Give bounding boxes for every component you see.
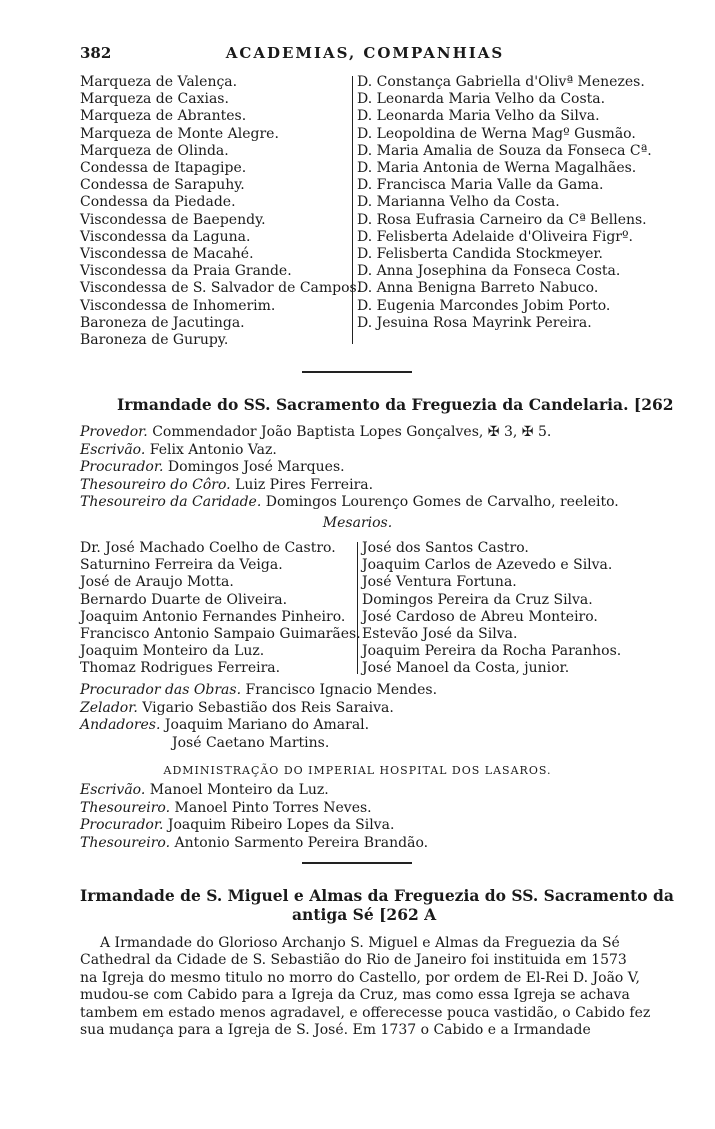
officer-role: Procurador das Obras. xyxy=(80,682,242,698)
list-item: Viscondessa de S. Salvador de Campos. xyxy=(80,280,362,297)
officer-entry xyxy=(80,700,394,718)
list-item: D. Maria Antonia de Werna Magalhães. xyxy=(357,160,637,177)
section-divider xyxy=(302,862,412,864)
list-item: D. Marianna Velho da Costa. xyxy=(357,194,560,211)
officer-entry xyxy=(80,800,372,818)
list-item: Baroneza de Jacutinga. xyxy=(80,314,245,331)
list-item: Viscondessa de Baependy. xyxy=(80,211,266,228)
officer-entry xyxy=(80,459,345,477)
paragraph-line: tambem em estado menos agradavel, e offerecesse pouca vastidão, o Cabido fez xyxy=(80,1004,651,1021)
section-title-candelaria: Irmandade do SS. Sacramento da Freguezia da Candelaria. [262 xyxy=(117,395,674,414)
mesario-name: Saturnino Ferreira da Veiga. xyxy=(80,557,283,574)
paragraph-line: A Irmandade do Glorioso Archanjo S. Miguel e Almas da Freguezia da Sé xyxy=(100,935,620,951)
mesario-name: Estevão José da Silva. xyxy=(362,626,518,643)
officer-role: Escrivão. xyxy=(80,782,146,798)
officer-name: Commendador João Baptista Lopes Gonçalves, ✠ 3, ✠ 5. xyxy=(152,424,552,440)
list-item: D. Felisberta Adelaide d'Oliveira Figrº. xyxy=(357,228,634,245)
list-item: Condessa de Itapagipe. xyxy=(80,160,247,177)
officer-entry xyxy=(80,477,373,495)
officer-entry xyxy=(80,717,369,735)
paragraph-line: Cathedral da Cidade de S. Sebastião do Rio de Janeiro foi instituida em 1573 xyxy=(80,952,627,969)
officer-entry xyxy=(80,782,329,800)
officer-entry xyxy=(172,735,329,753)
mesario-name: Thomaz Rodrigues Ferreira. xyxy=(80,660,281,677)
officer-entry xyxy=(80,442,277,460)
list-item: Viscondessa da Praia Grande. xyxy=(80,263,292,280)
list-item: Marqueza de Abrantes. xyxy=(80,108,247,125)
officer-entry xyxy=(80,817,394,835)
section-title-s-miguel-cont: antiga Sé [262 A xyxy=(292,905,437,924)
officer-role: Thesoureiro. xyxy=(80,799,171,816)
list-item: D. Constança Gabriella d'Olivª Menezes. xyxy=(357,74,645,90)
mesario-name: Domingos Pereira da Cruz Silva. xyxy=(362,591,593,608)
running-title: ACADEMIAS, COMPANHIAS xyxy=(225,44,505,62)
officer-role: Thesoureiro do Côro. xyxy=(80,476,231,493)
mesario-name: José Cardoso de Abreu Monteiro. xyxy=(362,608,598,625)
officer-entry xyxy=(80,835,428,853)
mesario-name: José Manoel da Costa, junior. xyxy=(362,660,570,677)
officer-name: Manoel Pinto Torres Neves. xyxy=(174,799,372,816)
mesarios-right-column xyxy=(362,540,621,678)
officer-entry xyxy=(80,494,619,512)
list-item: Marqueza de Valença. xyxy=(80,74,238,90)
officer-name: Joaquim Mariano do Amaral. xyxy=(164,717,370,734)
list-item: D. Leonarda Maria Velho da Silva. xyxy=(357,108,600,125)
mesario-name: José de Araujo Motta. xyxy=(80,574,234,591)
mesarios-left-column xyxy=(80,540,361,678)
mesario-name: Bernardo Duarte de Oliveira. xyxy=(80,591,288,608)
page-header xyxy=(80,44,650,66)
paragraph-line: sua mudança para a Igreja de S. José. Em 1737 o Cabido e a Irmandade xyxy=(80,1022,591,1039)
officer-name: José Caetano Martins. xyxy=(172,734,330,751)
mesario-name: Dr. José Machado Coelho de Castro. xyxy=(80,540,336,556)
mesario-name: José Ventura Fortuna. xyxy=(362,574,517,591)
officer-role: Zelador. xyxy=(80,699,138,716)
history-paragraph xyxy=(80,935,650,1039)
officer-entry xyxy=(80,424,551,442)
officer-name: Vigario Sebastião dos Reis Saraiva. xyxy=(142,699,394,716)
hospital-heading: ADMINISTRAÇÃO DO IMPERIAL HOSPITAL DOS LASAROS. xyxy=(163,764,552,777)
mesario-name: Joaquim Antonio Fernandes Pinheiro. xyxy=(80,608,346,625)
officer-role: Thesoureiro. xyxy=(80,834,171,851)
paragraph-line: mudou-se com Cabido para a Igreja da Cruz, mas como essa Igreja se achava xyxy=(80,987,630,1004)
list-item: D. Eugenia Marcondes Jobim Porto. xyxy=(357,297,611,314)
top-list-left-column xyxy=(80,74,361,349)
list-item: Baroneza de Gurupy. xyxy=(80,332,229,349)
officer-name: Joaquim Ribeiro Lopes da Silva. xyxy=(167,817,395,834)
list-item: Condessa da Piedade. xyxy=(80,194,236,211)
mesario-name: Joaquim Monteiro da Luz. xyxy=(80,643,265,660)
officer-role: Thesoureiro da Caridade. xyxy=(80,494,262,511)
officer-name: Felix Antonio Vaz. xyxy=(149,441,277,458)
paragraph-line: na Igreja do mesmo titulo no morro do Castello, por ordem de El-Rei D. João V, xyxy=(80,969,640,986)
page-number: 382 xyxy=(80,44,112,62)
mesario-name: José dos Santos Castro. xyxy=(362,540,529,556)
list-item: D. Rosa Eufrasia Carneiro da Cª Bellens. xyxy=(357,211,647,228)
list-item: D. Anna Benigna Barreto Nabuco. xyxy=(357,280,599,297)
mesario-name: Joaquim Pereira da Rocha Paranhos. xyxy=(362,643,622,660)
mesarios-divider xyxy=(357,542,358,674)
officer-name: Antonio Sarmento Pereira Brandão. xyxy=(174,834,429,851)
list-item: Marqueza de Olinda. xyxy=(80,142,229,159)
officer-name: Luiz Pires Ferreira. xyxy=(235,476,374,493)
officer-name: Francisco Ignacio Mendes. xyxy=(245,682,438,698)
officer-name: Manoel Monteiro da Luz. xyxy=(149,782,329,798)
officer-name: Domingos Lourenço Gomes de Carvalho, reeleito. xyxy=(265,494,619,511)
mesario-name: Joaquim Carlos de Azevedo e Silva. xyxy=(362,557,613,574)
section-divider xyxy=(302,371,412,373)
list-item: D. Francisca Maria Valle da Gama. xyxy=(357,177,604,194)
list-item: Marqueza de Monte Alegre. xyxy=(80,125,279,142)
list-item: D. Maria Amalia de Souza da Fonseca Cª. xyxy=(357,142,652,159)
officer-role: Provedor. xyxy=(80,424,148,440)
list-item: Viscondessa de Macahé. xyxy=(80,246,254,263)
column-divider xyxy=(352,76,353,344)
officer-role: Escrivão. xyxy=(80,441,146,458)
list-item: D. Jesuina Rosa Mayrink Pereira. xyxy=(357,314,592,331)
mesarios-label: Mesarios. xyxy=(322,515,393,531)
list-item: Condessa de Sarapuhy. xyxy=(80,177,245,194)
list-item: D. Leopoldina de Werna Magº Gusmão. xyxy=(357,125,636,142)
officer-entry xyxy=(80,682,437,700)
mesario-name: Francisco Antonio Sampaio Guimarães. xyxy=(80,626,361,643)
officer-name: Domingos José Marques. xyxy=(167,459,345,476)
section-title-s-miguel: Irmandade de S. Miguel e Almas da Freguezia do SS. Sacramento da xyxy=(80,886,674,905)
top-list-right-column xyxy=(357,74,652,332)
list-item: Viscondessa de Inhomerim. xyxy=(80,297,276,314)
officer-role: Procurador. xyxy=(80,817,164,834)
list-item: Viscondessa da Laguna. xyxy=(80,228,251,245)
list-item: D. Anna Josephina da Fonseca Costa. xyxy=(357,263,621,280)
list-item: D. Leonarda Maria Velho da Costa. xyxy=(357,91,606,108)
officer-role: Procurador. xyxy=(80,459,164,476)
list-item: Marqueza de Caxias. xyxy=(80,91,229,108)
officer-role: Andadores. xyxy=(80,717,161,734)
list-item: D. Felisberta Candida Stockmeyer. xyxy=(357,246,603,263)
